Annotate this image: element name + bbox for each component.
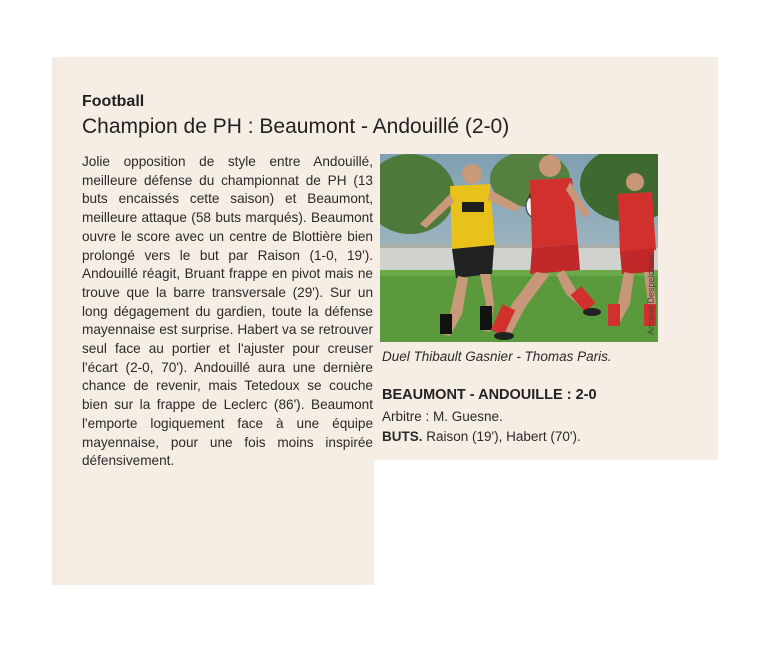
photo-caption: Duel Thibault Gasnier - Thomas Paris. <box>382 349 612 364</box>
clipping-edge <box>52 57 68 585</box>
article-kicker: Football <box>82 93 145 110</box>
match-result: BEAUMONT - ANDOUILLE : 2-0 <box>382 387 597 403</box>
match-referee: Arbitre : M. Guesne. <box>382 409 503 424</box>
newspaper-clipping <box>52 57 718 585</box>
match-photo <box>380 154 658 342</box>
photo-credit: Arnaud Despelchain <box>646 253 656 335</box>
goals-label: BUTS. <box>382 429 423 444</box>
goals-list: Raison (19'), Habert (70'). <box>422 429 581 444</box>
match-goals <box>382 429 581 444</box>
blank-cutout <box>374 460 718 585</box>
article-headline: Champion de PH : Beaumont - Andouillé (2-0) <box>82 115 510 138</box>
article-paragraph: Jolie opposition de style entre Andouillé, meilleure défense du championnat de PH (13 buts encaissés cette saison) et Beaumont, meilleure attaque (58 buts marqués). Beaumont ouvre le score avec un centre de Blottière bien prolongé vers le but par Raison (1-0, 19'). Andouillé réagit, Bruant frappe en pivot mais ne trouve que la barre transversale (29'). Sur un long dégagement du gardien, toute la défense mayennaise est surprise. Habert va se retrouver seul face au portier et l'ajuster pour creuser l'écart (2-0, 70'). Andouillé aura une dernière chance de revenir, mais Tetedoux se couche bien sur la frappe de Leclerc (86'). Beaumont l'emporte logiquement face à une équipe mayennaise, pour une fois moins inspirée défensivement. <box>82 154 373 469</box>
article-body <box>82 153 373 471</box>
